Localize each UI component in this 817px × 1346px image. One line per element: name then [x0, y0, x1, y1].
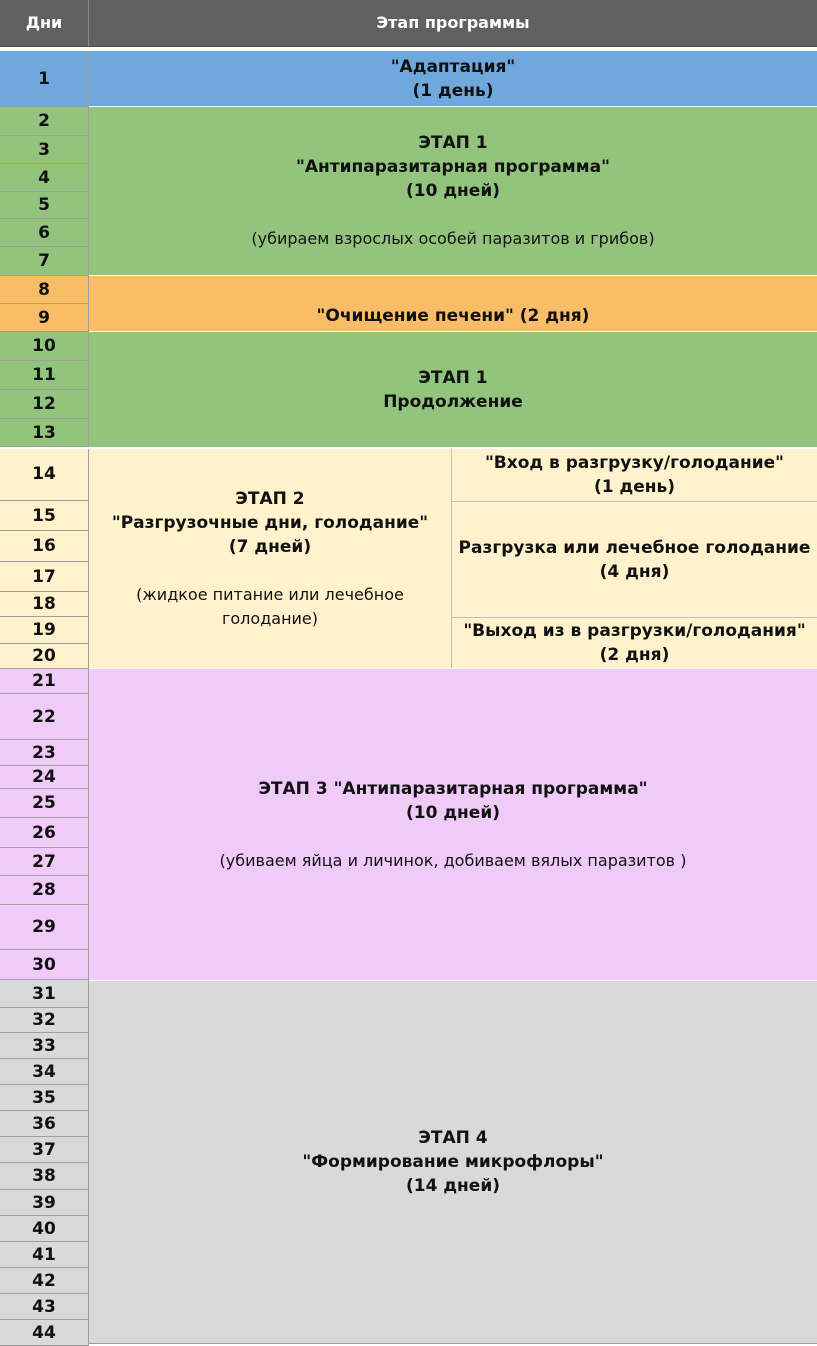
day-cell: 25 [0, 789, 89, 818]
stage2-main-duration: (4 дня) [599, 561, 670, 582]
day-cell: 19 [0, 617, 89, 644]
stage1-continuation-cell [89, 332, 817, 447]
day-cell: 39 [0, 1190, 89, 1216]
day-cell: 28 [0, 876, 89, 905]
stage1-name: "Антипаразитарная программа" [296, 157, 610, 177]
day-cell: 35 [0, 1085, 89, 1111]
day-cell: 33 [0, 1033, 89, 1059]
stage2-exit-duration: (2 дня) [599, 645, 670, 665]
stage1-title: ЭТАП 1 [418, 133, 488, 153]
stage2-note: (жидкое питание или лечебное голодание) [136, 584, 404, 628]
day-cell: 14 [0, 447, 89, 501]
liver-title: "Очищение печени" (2 дня) [316, 306, 590, 326]
stage2-entry-cell [451, 449, 817, 501]
day-cell: 26 [0, 818, 89, 848]
day-cell: 13 [0, 419, 89, 447]
day-cell: 24 [0, 766, 89, 789]
stage2-main-cell [451, 501, 817, 617]
day-cell: 38 [0, 1163, 89, 1190]
stage3-cell [89, 669, 817, 980]
day-cell: 30 [0, 950, 89, 980]
day-cell: 9 [0, 304, 89, 332]
day-cell: 43 [0, 1294, 89, 1320]
day-cell: 10 [0, 332, 89, 361]
header-stage: Этап программы [89, 0, 817, 47]
stage3-duration: (10 дней) [405, 802, 501, 823]
adaptation-duration: (1 день) [412, 80, 494, 101]
stage1-cont-name: Продолжение [383, 391, 523, 412]
stage1-note: (убираем взрослых особей паразитов и грибов) [251, 229, 655, 248]
stage3-note: (убиваем яйца и личинок, добиваем вялых паразитов ) [219, 850, 687, 870]
stage1-duration: (10 дней) [405, 181, 501, 201]
day-cell: 29 [0, 905, 89, 950]
day-cell: 22 [0, 694, 89, 740]
day-cell: 6 [0, 219, 89, 247]
stage4-name: "Формирование микрофлоры" [302, 1152, 604, 1172]
stage4-duration: (14 дней) [405, 1176, 501, 1196]
day-cell: 31 [0, 980, 89, 1008]
day-cell: 3 [0, 136, 89, 164]
day-cell: 4 [0, 164, 89, 192]
day-cell: 16 [0, 531, 89, 562]
day-cell: 12 [0, 390, 89, 419]
stage2-entry-title: "Вход в разгрузку/голодание" [484, 453, 785, 473]
day-cell: 18 [0, 592, 89, 617]
stage2-name: "Разгрузочные дни, голодание" [111, 512, 429, 533]
stage2-entry-duration: (1 день) [593, 477, 676, 497]
stage2-cell [89, 449, 451, 668]
adaptation-title: "Адаптация" [390, 56, 516, 77]
day-cell: 11 [0, 361, 89, 390]
stage1-cell [89, 107, 817, 275]
day-cell: 1 [0, 51, 89, 107]
stage4-title: ЭТАП 4 [418, 1128, 488, 1148]
stage2-main-title: Разгрузка или лечебное голодание [458, 537, 811, 558]
day-cell: 27 [0, 848, 89, 876]
day-cell: 42 [0, 1268, 89, 1294]
header-days: Дни [0, 0, 89, 47]
day-cell: 37 [0, 1137, 89, 1163]
day-cell: 23 [0, 740, 89, 766]
stage2-title: ЭТАП 2 [235, 488, 305, 509]
day-cell: 15 [0, 501, 89, 531]
liver-cell [89, 276, 817, 331]
day-cell: 17 [0, 562, 89, 592]
day-cell: 2 [0, 107, 89, 136]
day-cell: 41 [0, 1242, 89, 1268]
day-cell: 5 [0, 192, 89, 219]
day-cell: 44 [0, 1320, 89, 1346]
day-cell: 40 [0, 1216, 89, 1242]
band-separator [0, 447, 817, 449]
adaptation-cell [89, 51, 817, 106]
band-separator [0, 47, 817, 51]
stage2-exit-title: "Выход из в разгрузки/голодания" [463, 621, 806, 641]
stage3-title: ЭТАП 3 "Антипаразитарная программа" [258, 778, 648, 799]
day-cell: 20 [0, 644, 89, 669]
stage4-cell [89, 981, 817, 1344]
stage1-cont-title: ЭТАП 1 [418, 367, 488, 388]
day-cell: 36 [0, 1111, 89, 1137]
day-cell: 7 [0, 247, 89, 276]
stage2-duration: (7 дней) [228, 536, 312, 557]
day-cell: 34 [0, 1059, 89, 1085]
stage2-exit-cell [451, 617, 817, 668]
day-cell: 21 [0, 669, 89, 694]
day-cell: 32 [0, 1008, 89, 1033]
day-cell: 8 [0, 276, 89, 304]
